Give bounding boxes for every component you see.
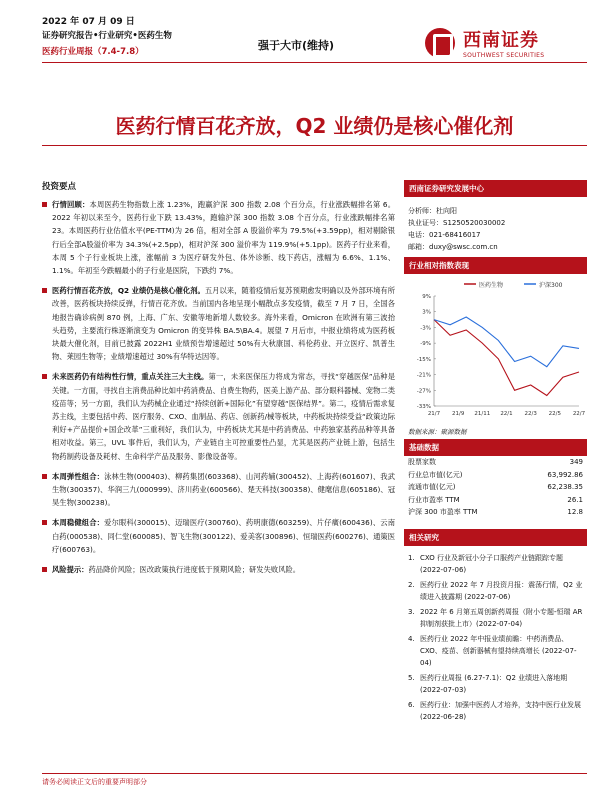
report-title-link[interactable]: 2022 年 6 月第五周创新药周报（附小专题-恒瑞 AR 抑制剂获批上市）(2022-07-04) <box>420 607 583 628</box>
bullet-icon <box>42 202 47 207</box>
related-report-item[interactable] <box>408 606 583 630</box>
stat-row <box>404 481 587 494</box>
chart-header: 行业相对指数表现 <box>404 257 587 274</box>
x-tick-label: 21/9 <box>451 411 465 417</box>
stat-label: 行业总市值(亿元) <box>408 470 463 479</box>
logo-text: 西南证券 <box>463 30 539 51</box>
stat-value: 12.8 <box>567 508 583 516</box>
bullet-icon <box>42 567 47 572</box>
company-logo <box>425 26 585 70</box>
highlight-text: 第一，未来医保压力将成为常态，寻找“穿越医保”品种是关键。一方面，寻找自主消费品种比如中药消费品、自费生物药，医美上游产品、部分眼科器械、宠物二类疫苗等；另一方面，我们认为药械企业通过“持续创新+国际化”有望穿越“医保结界”。第二，疫情后需求复苏主线，主要包括中药、医疗服务、CXO、血制品、药店、创新药/械等板块，中药板块持续受益“政策边际利好+产品提价+国企改革”三重利好，我们认为，中药板块尤其是中药消费品、中药独家基药品种等具备相对收益。第三，UVL 事件后，我们认为，产业链自主可控重要性凸显，尤其是医药产业链上游，包括生物药制药设备及耗材、生命科学产品及服务、影像设备等。 <box>52 372 395 461</box>
report-title-link[interactable]: CXO 行业及新冠小分子口服药产业链跟踪专题 (2022-07-06) <box>420 553 563 574</box>
reports-header: 相关研究 <box>404 529 587 546</box>
highlight-item <box>42 284 395 363</box>
highlight-lead: 未来医药仍有结构性行情，重点关注三大主线。 <box>52 372 209 382</box>
y-tick-label: -3% <box>420 325 431 332</box>
x-tick-label: 22/1 <box>500 411 513 417</box>
y-tick-label: -21% <box>416 372 431 379</box>
stat-label: 沪深 300 市盈率 TTM <box>408 508 478 516</box>
stat-value: 63,992.86 <box>547 470 583 479</box>
y-tick-label: -33% <box>416 404 431 410</box>
highlight-text: 爱尔眼科(300015)、迈瑞医疗(300760)、药明康德(603259)、片仔癀(600436)、云南白药(000538)、同仁堂(600085)、智飞生物(300122)、爱美客(300896)、恒瑞医药(600276)、通策医疗(600763)。 <box>52 518 395 554</box>
series-line <box>434 317 579 367</box>
title-divider <box>42 145 587 146</box>
logo-mark-icon <box>425 28 455 58</box>
stat-row <box>404 456 587 469</box>
stat-value: 26.1 <box>567 495 583 504</box>
report-title-link[interactable]: 医药行业周报 (6.27-7.1)：Q2 业绩进入落地期 (2022-07-03) <box>420 673 568 694</box>
x-tick-label: 21/11 <box>474 411 491 417</box>
bullet-icon <box>42 288 47 293</box>
report-number: 1. <box>408 553 415 562</box>
section-heading: 投资要点 <box>42 182 77 192</box>
report-title-link[interactable]: 医药行业：加强中医药人才培养，支持中医行业发展 (2022-06-28) <box>420 700 581 721</box>
highlight-lead: 本周稳健组合： <box>52 518 105 528</box>
report-number: 4. <box>408 634 415 643</box>
related-report-item[interactable] <box>408 633 583 669</box>
highlight-item <box>42 198 395 277</box>
related-report-item[interactable] <box>408 699 583 723</box>
analyst-line: 分析师：杜向阳 <box>408 207 457 215</box>
stat-value: 62,238.35 <box>547 483 583 491</box>
highlight-item <box>42 516 395 556</box>
highlight-text: 泳林生物(000403)、柳药集团(603368)、山河药辅(300452)、上海药(601607)、我武生物(300357)、华润三九(000999)、济川药业(600566)、楚天科技(300358)、健麾信息(605186)、冠昊生物(300238)。 <box>52 471 395 508</box>
analyst-line: 电话：021-68416017 <box>408 231 481 239</box>
related-report-item[interactable] <box>408 579 583 603</box>
index-chart <box>404 274 587 424</box>
index-chart-svg <box>404 274 587 424</box>
related-report-item[interactable] <box>408 552 583 576</box>
related-report-item[interactable] <box>408 672 583 696</box>
report-number: 6. <box>408 700 415 709</box>
highlight-text: 药品降价风险；医改政策执行进度低于预期风险；研发失败风险。 <box>88 565 301 575</box>
y-tick-label: 9% <box>422 294 431 300</box>
stat-row <box>404 506 587 519</box>
related-reports <box>404 546 587 732</box>
y-tick-label: -27% <box>416 388 431 395</box>
series-line <box>434 320 579 396</box>
highlight-item <box>42 370 395 462</box>
analyst-line[interactable]: 邮箱：duxy@swsc.com.cn <box>408 243 498 251</box>
report-title-link[interactable]: 医药行业 2022 年 7 月投资月报：震荡行情，Q2 业绩进入披露期 (2022-07-06) <box>420 580 583 601</box>
analyst-line: 执业证号：S1250520030002 <box>408 219 506 227</box>
x-tick-label: 22/7 <box>572 411 586 417</box>
highlight-item <box>42 470 395 510</box>
y-tick-label: 3% <box>422 309 431 316</box>
highlight-text: 本周医药生物指数上涨 1.23%，跑赢沪深 300 指数 2.08 个百分点，行业涨跌幅排名第 6。2022 年初以来至今，医药行业下跌 13.43%，跑输沪深 300 指数 3.08 个百分点，行业涨跌幅排名第 23。本周医药行业估值水平(PE-TTM)为 26 倍，相对全部 A 股溢价率为 79.5%(+3.59pp)，相对剔除银行后全部A股溢价率为 34.3%(+2.5pp)，相对沪深 300 溢价率为 119.9%(+5.1pp)。医药子行业来看，本周 5 个子行业板块上涨，涨幅前 3 为医疗研发外包、体外诊断、线下药店，涨幅为 6.6%、1.1%、1.1%。年初至今跌幅最小的子行业是医院，下跌约 7%。 <box>52 200 395 276</box>
analyst-info <box>404 197 587 257</box>
report-number: 3. <box>408 607 415 616</box>
chart-source: 数据来源：聚源数据 <box>408 428 467 436</box>
disclaimer-note: 请务必阅读正文后的重要声明部分 <box>42 778 147 786</box>
bullet-icon <box>42 374 47 379</box>
stat-value: 349 <box>569 458 583 466</box>
highlight-lead: 本周弹性组合： <box>52 471 105 481</box>
stat-row <box>404 469 587 482</box>
stat-label: 行业市盈率 TTM <box>408 495 460 504</box>
rating: 强于大市(维持) <box>258 39 335 52</box>
y-tick-label: -9% <box>420 341 431 348</box>
report-number: 2. <box>408 580 415 589</box>
x-tick-label: 21/7 <box>427 411 441 417</box>
bullet-icon <box>42 520 47 525</box>
footer-divider <box>42 773 587 774</box>
y-tick-label: -15% <box>416 356 431 363</box>
report-date: 2022 年 07 月 09 日 <box>42 17 135 27</box>
report-title-link[interactable]: 医药行业 2022 年中报业绩前瞻：中药消费品、CXO、疫苗、创新器械有望持续高增长 (2022-07-04) <box>420 634 577 667</box>
sidebar <box>404 180 587 732</box>
highlight-item <box>42 563 395 576</box>
legend-label: 医药生物 <box>479 282 504 289</box>
team-header: 西南证券研究发展中心 <box>404 180 587 197</box>
report-title: 医药行情百花齐放，Q2 业绩仍是核心催化剂 <box>115 114 514 138</box>
stats-header: 基础数据 <box>404 439 587 456</box>
x-tick-label: 22/5 <box>548 411 562 417</box>
highlight-text: 五月以来，随着疫情后复苏预期愈发明确以及外部环境有所改善，医药板块持续反弹，行情百花齐放。当前国内各地呈现小幅散点多发疫情，截至 7 月 7 日，全国各地报告确诊病例 870 例，上海、广东、安徽等地新增人数较多。海外来看，Omicron 在欧洲有第三波抬头趋势，主要流行株逐渐演变为 Omicron 的变异株 BA.5\BA.4。展望 7 月后市，中报业绩将成为医药板块最大催化剂，目前已披露 2022H1 业绩预告增速超过 50%有大秋康国、科伦药业、开立医疗、凯普生物、莱园生物等；业绩增速超过 30%有华特达因等。 <box>52 286 395 362</box>
investment-highlights <box>42 180 395 583</box>
stat-row <box>404 494 587 507</box>
highlight-lead: 医药行情百花齐放，Q2 业绩仍是核心催化剂。 <box>52 286 205 296</box>
logo-english: SOUTHWEST SECURITIES <box>463 52 545 59</box>
report-category: 证券研究报告•行业研究•医药生物 <box>42 31 172 41</box>
header-divider <box>42 62 587 63</box>
stat-label: 股票家数 <box>408 458 436 466</box>
bullet-icon <box>42 474 47 479</box>
report-series: 医药行业周报（7.4-7.8） <box>42 47 144 57</box>
x-tick-label: 22/3 <box>524 411 537 417</box>
legend-label: 沪深300 <box>539 282 563 289</box>
highlight-lead: 风险提示： <box>52 565 89 575</box>
highlight-lead: 行情回顾： <box>52 200 90 209</box>
report-number: 5. <box>408 673 415 682</box>
stat-label: 流通市值(亿元) <box>408 483 456 491</box>
basic-data-table <box>404 456 587 519</box>
